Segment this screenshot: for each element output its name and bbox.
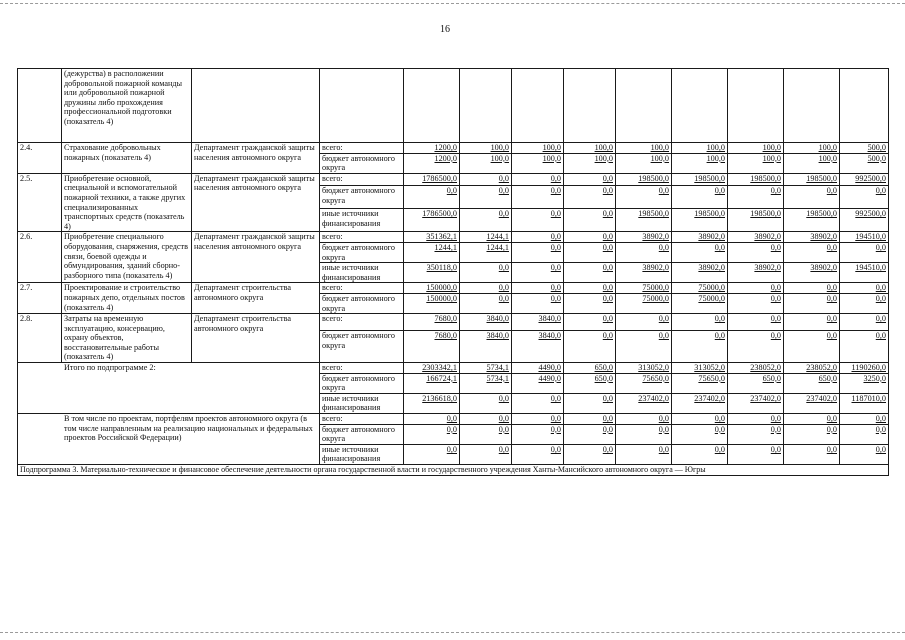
- amount-cell: 650,0: [564, 363, 616, 374]
- amount-cell: 3250,0: [840, 373, 889, 393]
- amount-cell: 3840,0: [512, 330, 564, 362]
- amount-cell: 7680,0: [404, 330, 460, 362]
- funding-source: бюджет автономного округа: [320, 330, 404, 362]
- row-number: 2.4.: [18, 143, 62, 174]
- empty-cell: [460, 69, 512, 143]
- row-title: В том числе по проектам, портфелям проектов автономного округа (в том числе направленным на реализацию национальных и федеральных проектов Российской Федерации): [18, 414, 320, 465]
- amount-cell: 0,0: [512, 263, 564, 283]
- amount-cell: 1200,0: [404, 153, 460, 173]
- amount-cell: 0,0: [728, 283, 784, 294]
- amount-cell: 0,0: [460, 293, 512, 313]
- amount-cell: 0,0: [564, 330, 616, 362]
- funding-source: бюджет автономного округа: [320, 242, 404, 262]
- amount-cell: 0,0: [840, 242, 889, 262]
- amount-cell: 100,0: [616, 153, 672, 173]
- row-title: Приобретение специального оборудования, снаряжения, средств связи, боевой одежды и обмундирования, зданий сборно-разборного типа (показатель 4): [62, 232, 192, 283]
- amount-cell: 0,0: [512, 283, 564, 294]
- amount-cell: 0,0: [460, 424, 512, 444]
- amount-cell: 0,0: [460, 209, 512, 232]
- amount-cell: 0,0: [616, 314, 672, 331]
- amount-cell: 100,0: [460, 143, 512, 154]
- amount-cell: 0,0: [784, 330, 840, 362]
- amount-cell: 100,0: [728, 153, 784, 173]
- funding-source: бюджет автономного округа: [320, 373, 404, 393]
- funding-source: иные источники финансирования: [320, 393, 404, 413]
- amount-cell: 38902,0: [616, 232, 672, 243]
- amount-cell: 0,0: [512, 232, 564, 243]
- amount-cell: 1200,0: [404, 143, 460, 154]
- amount-cell: 0,0: [404, 414, 460, 425]
- amount-cell: 0,0: [512, 242, 564, 262]
- amount-cell: 75650,0: [672, 373, 728, 393]
- table-row: [18, 363, 889, 374]
- amount-cell: 100,0: [672, 153, 728, 173]
- amount-cell: 0,0: [460, 393, 512, 413]
- amount-cell: 0,0: [460, 444, 512, 464]
- amount-cell: 237402,0: [672, 393, 728, 413]
- row-title: Проектирование и строительство пожарных депо, отдельных постов (показатель 4): [62, 283, 192, 314]
- amount-cell: 1244,1: [460, 232, 512, 243]
- amount-cell: 0,0: [512, 185, 564, 208]
- amount-cell: 100,0: [672, 143, 728, 154]
- amount-cell: 100,0: [728, 143, 784, 154]
- amount-cell: 3840,0: [460, 314, 512, 331]
- amount-cell: 0,0: [460, 185, 512, 208]
- amount-cell: 194510,0: [840, 263, 889, 283]
- amount-cell: 2303342,1: [404, 363, 460, 374]
- amount-cell: 198500,0: [672, 173, 728, 185]
- amount-cell: 0,0: [564, 173, 616, 185]
- amount-cell: 0,0: [784, 414, 840, 425]
- amount-cell: 3840,0: [460, 330, 512, 362]
- amount-cell: 0,0: [616, 185, 672, 208]
- amount-cell: 75000,0: [616, 283, 672, 294]
- amount-cell: 650,0: [784, 373, 840, 393]
- row-title: Страхование добровольных пожарных (показатель 4): [62, 143, 192, 174]
- amount-cell: 0,0: [840, 293, 889, 313]
- amount-cell: 0,0: [784, 293, 840, 313]
- amount-cell: 0,0: [728, 414, 784, 425]
- amount-cell: 4490,0: [512, 363, 564, 374]
- amount-cell: 0,0: [616, 414, 672, 425]
- amount-cell: 0,0: [840, 185, 889, 208]
- amount-cell: 38902,0: [616, 263, 672, 283]
- funding-source: всего:: [320, 232, 404, 243]
- amount-cell: 1244,1: [460, 242, 512, 262]
- funding-source: бюджет автономного округа: [320, 185, 404, 208]
- amount-cell: 0,0: [564, 209, 616, 232]
- amount-cell: 0,0: [672, 185, 728, 208]
- amount-cell: 0,0: [564, 293, 616, 313]
- funding-source: иные источники финансирования: [320, 209, 404, 232]
- amount-cell: 198500,0: [616, 173, 672, 185]
- row-responsible: Департамент гражданской защиты населения автономного округа: [192, 143, 320, 174]
- amount-cell: 194510,0: [840, 232, 889, 243]
- amount-cell: 0,0: [784, 185, 840, 208]
- amount-cell: 5734,1: [460, 373, 512, 393]
- empty-cell: [840, 69, 889, 143]
- scan-edge-bottom: [0, 632, 905, 633]
- empty-cell: [512, 69, 564, 143]
- amount-cell: 1187010,0: [840, 393, 889, 413]
- amount-cell: 0,0: [404, 424, 460, 444]
- row-responsible: Департамент строительства автономного округа: [192, 314, 320, 363]
- amount-cell: 350118,0: [404, 263, 460, 283]
- amount-cell: 0,0: [564, 232, 616, 243]
- amount-cell: 0,0: [784, 242, 840, 262]
- amount-cell: 0,0: [512, 393, 564, 413]
- amount-cell: 100,0: [460, 153, 512, 173]
- amount-cell: 0,0: [728, 424, 784, 444]
- amount-cell: 1244,1: [404, 242, 460, 262]
- amount-cell: 313052,0: [616, 363, 672, 374]
- table-row: [18, 143, 889, 154]
- table-row: [18, 414, 889, 425]
- row-title: Итого по подпрограмме 2:: [18, 363, 320, 414]
- amount-cell: 4490,0: [512, 373, 564, 393]
- amount-cell: 198500,0: [672, 209, 728, 232]
- amount-cell: 0,0: [784, 444, 840, 464]
- amount-cell: 198500,0: [728, 173, 784, 185]
- row-responsible: [192, 69, 320, 143]
- row-responsible: Департамент гражданской защиты населения автономного округа: [192, 232, 320, 283]
- amount-cell: 1786500,0: [404, 209, 460, 232]
- amount-cell: 0,0: [728, 444, 784, 464]
- row-responsible: Департамент гражданской защиты населения автономного округа: [192, 173, 320, 232]
- amount-cell: 5734,1: [460, 363, 512, 374]
- amount-cell: 0,0: [840, 444, 889, 464]
- funding-source: иные источники финансирования: [320, 263, 404, 283]
- amount-cell: 0,0: [784, 314, 840, 331]
- funding-source: бюджет автономного округа: [320, 424, 404, 444]
- amount-cell: 75650,0: [616, 373, 672, 393]
- amount-cell: 0,0: [840, 314, 889, 331]
- amount-cell: 0,0: [512, 209, 564, 232]
- amount-cell: 0,0: [840, 414, 889, 425]
- amount-cell: 100,0: [512, 143, 564, 154]
- amount-cell: 0,0: [728, 242, 784, 262]
- amount-cell: 0,0: [672, 414, 728, 425]
- amount-cell: 0,0: [460, 414, 512, 425]
- amount-cell: 0,0: [672, 242, 728, 262]
- amount-cell: 100,0: [564, 153, 616, 173]
- amount-cell: 0,0: [460, 173, 512, 185]
- amount-cell: 0,0: [564, 444, 616, 464]
- amount-cell: 0,0: [564, 283, 616, 294]
- funding-source: всего:: [320, 314, 404, 331]
- amount-cell: 7680,0: [404, 314, 460, 331]
- amount-cell: 0,0: [404, 444, 460, 464]
- amount-cell: 0,0: [784, 283, 840, 294]
- funding-source: всего:: [320, 173, 404, 185]
- amount-cell: 0,0: [460, 263, 512, 283]
- amount-cell: 0,0: [616, 330, 672, 362]
- amount-cell: 0,0: [728, 293, 784, 313]
- empty-cell: [728, 69, 784, 143]
- empty-cell: [784, 69, 840, 143]
- amount-cell: 351362,1: [404, 232, 460, 243]
- amount-cell: 38902,0: [672, 263, 728, 283]
- amount-cell: 0,0: [512, 444, 564, 464]
- scan-edge-top: [0, 3, 905, 4]
- page-number: 16: [440, 24, 450, 35]
- amount-cell: 0,0: [512, 414, 564, 425]
- amount-cell: 650,0: [728, 373, 784, 393]
- empty-cell: [404, 69, 460, 143]
- amount-cell: 0,0: [672, 444, 728, 464]
- table-row: [18, 69, 889, 143]
- funding-source: бюджет автономного округа: [320, 153, 404, 173]
- row-number: 2.7.: [18, 283, 62, 314]
- amount-cell: 500,0: [840, 153, 889, 173]
- amount-cell: 0,0: [512, 173, 564, 185]
- amount-cell: 38902,0: [728, 232, 784, 243]
- amount-cell: 0,0: [564, 263, 616, 283]
- amount-cell: 0,0: [616, 444, 672, 464]
- amount-cell: 100,0: [512, 153, 564, 173]
- amount-cell: 0,0: [564, 242, 616, 262]
- table-row: [18, 232, 889, 243]
- amount-cell: 75000,0: [672, 293, 728, 313]
- funding-source: бюджет автономного округа: [320, 293, 404, 313]
- row-title: Затраты на временную эксплуатацию, консервацию, охрану объектов, восстановительные работы (показатель 4): [62, 314, 192, 363]
- table-row: [18, 173, 889, 185]
- amount-cell: 166724,1: [404, 373, 460, 393]
- amount-cell: 198500,0: [616, 209, 672, 232]
- row-title: (дежурства) в расположении добровольной пожарной команды или добровольной пожарной дружины либо прохождения профессиональной подготовки (показатель 4): [62, 69, 192, 143]
- amount-cell: 75000,0: [672, 283, 728, 294]
- amount-cell: 0,0: [672, 330, 728, 362]
- amount-cell: 0,0: [404, 185, 460, 208]
- amount-cell: 0,0: [840, 283, 889, 294]
- row-number: [18, 69, 62, 143]
- table-row: [18, 314, 889, 331]
- row-responsible: Департамент строительства автономного округа: [192, 283, 320, 314]
- amount-cell: 100,0: [784, 143, 840, 154]
- amount-cell: 0,0: [512, 293, 564, 313]
- empty-cell: [672, 69, 728, 143]
- funding-source: всего:: [320, 143, 404, 154]
- amount-cell: 75000,0: [616, 293, 672, 313]
- empty-cell: [320, 69, 404, 143]
- amount-cell: 0,0: [616, 242, 672, 262]
- amount-cell: 100,0: [784, 153, 840, 173]
- amount-cell: 38902,0: [728, 263, 784, 283]
- row-number: 2.8.: [18, 314, 62, 363]
- subprogram-heading: Подпрограмма 3. Материально-техническое и финансовое обеспечение деятельности органа государственной власти и государственного учреждения Ханты-Мансийского автономного округа — Югры: [18, 465, 889, 476]
- amount-cell: 992500,0: [840, 173, 889, 185]
- amount-cell: 0,0: [564, 185, 616, 208]
- amount-cell: 0,0: [728, 314, 784, 331]
- amount-cell: 237402,0: [616, 393, 672, 413]
- amount-cell: 198500,0: [784, 173, 840, 185]
- amount-cell: 0,0: [784, 424, 840, 444]
- amount-cell: 0,0: [728, 185, 784, 208]
- amount-cell: 237402,0: [784, 393, 840, 413]
- amount-cell: 38902,0: [672, 232, 728, 243]
- amount-cell: 150000,0: [404, 293, 460, 313]
- amount-cell: 100,0: [616, 143, 672, 154]
- amount-cell: 0,0: [512, 424, 564, 444]
- amount-cell: 100,0: [564, 143, 616, 154]
- funding-source: всего:: [320, 283, 404, 294]
- program-finance-table: [17, 68, 889, 476]
- funding-source: иные источники финансирования: [320, 444, 404, 464]
- amount-cell: 38902,0: [784, 263, 840, 283]
- empty-cell: [564, 69, 616, 143]
- amount-cell: 1190260,0: [840, 363, 889, 374]
- amount-cell: 0,0: [728, 330, 784, 362]
- funding-source: всего:: [320, 414, 404, 425]
- amount-cell: 238052,0: [784, 363, 840, 374]
- amount-cell: 38902,0: [784, 232, 840, 243]
- funding-source: всего:: [320, 363, 404, 374]
- amount-cell: 0,0: [460, 283, 512, 294]
- amount-cell: 313052,0: [672, 363, 728, 374]
- table-row: [18, 283, 889, 294]
- empty-cell: [616, 69, 672, 143]
- amount-cell: 3840,0: [512, 314, 564, 331]
- amount-cell: 198500,0: [784, 209, 840, 232]
- row-number: 2.5.: [18, 173, 62, 232]
- amount-cell: 0,0: [672, 314, 728, 331]
- amount-cell: 0,0: [564, 393, 616, 413]
- row-title: Приобретение основной, специальной и вспомогательной пожарной техники, а также других специализированных транспортных средств (показатель 4): [62, 173, 192, 232]
- amount-cell: 650,0: [564, 373, 616, 393]
- amount-cell: 150000,0: [404, 283, 460, 294]
- row-number: 2.6.: [18, 232, 62, 283]
- amount-cell: 0,0: [564, 424, 616, 444]
- amount-cell: 0,0: [564, 314, 616, 331]
- amount-cell: 500,0: [840, 143, 889, 154]
- amount-cell: 992500,0: [840, 209, 889, 232]
- amount-cell: 0,0: [564, 414, 616, 425]
- amount-cell: 238052,0: [728, 363, 784, 374]
- amount-cell: 0,0: [672, 424, 728, 444]
- amount-cell: 198500,0: [728, 209, 784, 232]
- amount-cell: 2136618,0: [404, 393, 460, 413]
- amount-cell: 0,0: [840, 424, 889, 444]
- amount-cell: 0,0: [616, 424, 672, 444]
- amount-cell: 237402,0: [728, 393, 784, 413]
- subprogram-row: [18, 465, 889, 476]
- amount-cell: 0,0: [840, 330, 889, 362]
- amount-cell: 1786500,0: [404, 173, 460, 185]
